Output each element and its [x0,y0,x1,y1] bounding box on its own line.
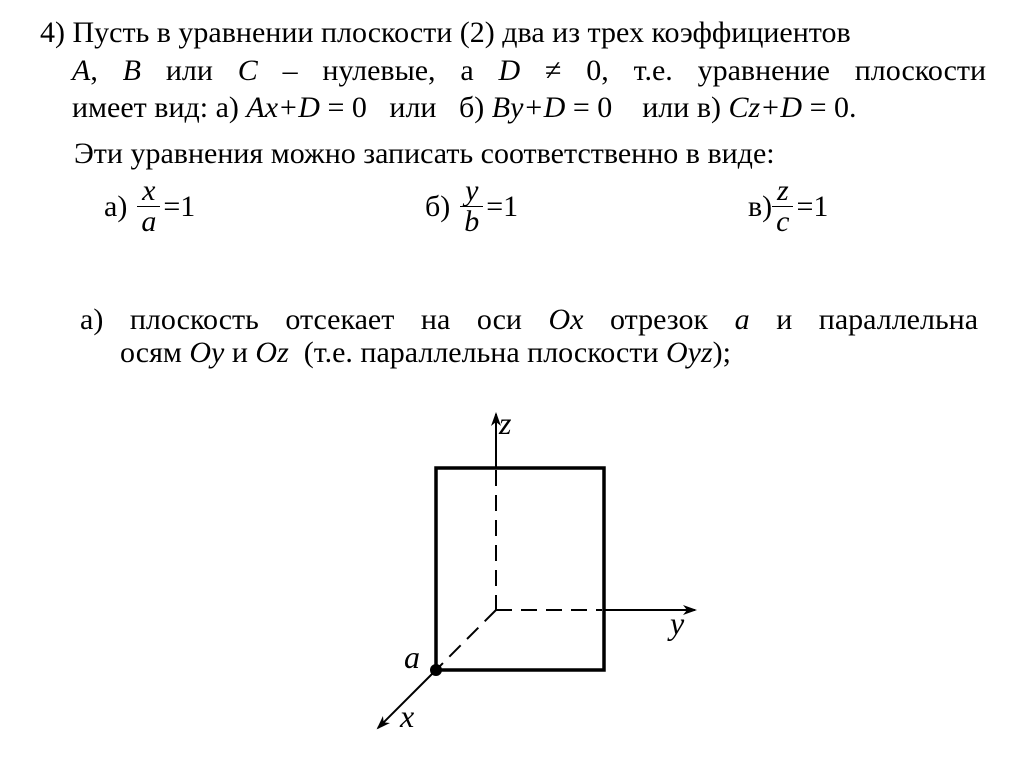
case-a-line-1: а) плоскость отсекает на оси Ox отрезок a и параллельна [80,303,979,336]
plane-rectangle [436,468,604,670]
coef-b: B [122,54,141,87]
intro-text: Эти уравнения можно записать соответственно в виде: [74,137,775,170]
case-a-line-2: осям Oy и Oz (т.е. параллельна плоскости Oyz); [120,336,731,369]
equation-a-inline: Ax+D [246,91,320,124]
paragraph-line-2: A, B или C – нулевые, а D ≠ 0, т.е. уравнение плоскости [72,54,987,87]
fraction-equation-b: б) $\frac{y}{b}$ =1 [425,174,519,238]
equation-b-inline: By+D [491,91,566,124]
fraction-z-over-c: $\frac{z}{c}$ [772,176,793,237]
paragraph-line-1: 4) Пусть в уравнении плоскости (2) два из трех коэффициентов [40,16,851,49]
axis-label-z: z [499,405,512,441]
axis-label-x: x [400,698,415,734]
coef-a: A [72,54,91,87]
x-axis-hidden [436,610,496,670]
intercept-point [430,664,442,676]
paragraph-line-3: имеет вид: а) Ax+D = 0 или б) By+D = 0 или в) Cz+D = 0. [72,91,857,124]
equation-c-inline: Cz+D [728,91,803,124]
point-label-a: a [404,639,420,675]
axis-label-y: y [670,605,685,641]
coef-d: D [498,54,521,87]
fraction-equation-c: в) $\frac{z}{c}$ =1 [748,174,829,238]
fraction-x-over-a: $\frac{x}{a}$ [137,176,160,237]
coef-c: C [237,54,258,87]
fraction-equation-a: а) $\frac{x}{a}$ =1 [104,174,196,238]
fraction-y-over-b: $\frac{y}{b}$ [460,176,483,237]
